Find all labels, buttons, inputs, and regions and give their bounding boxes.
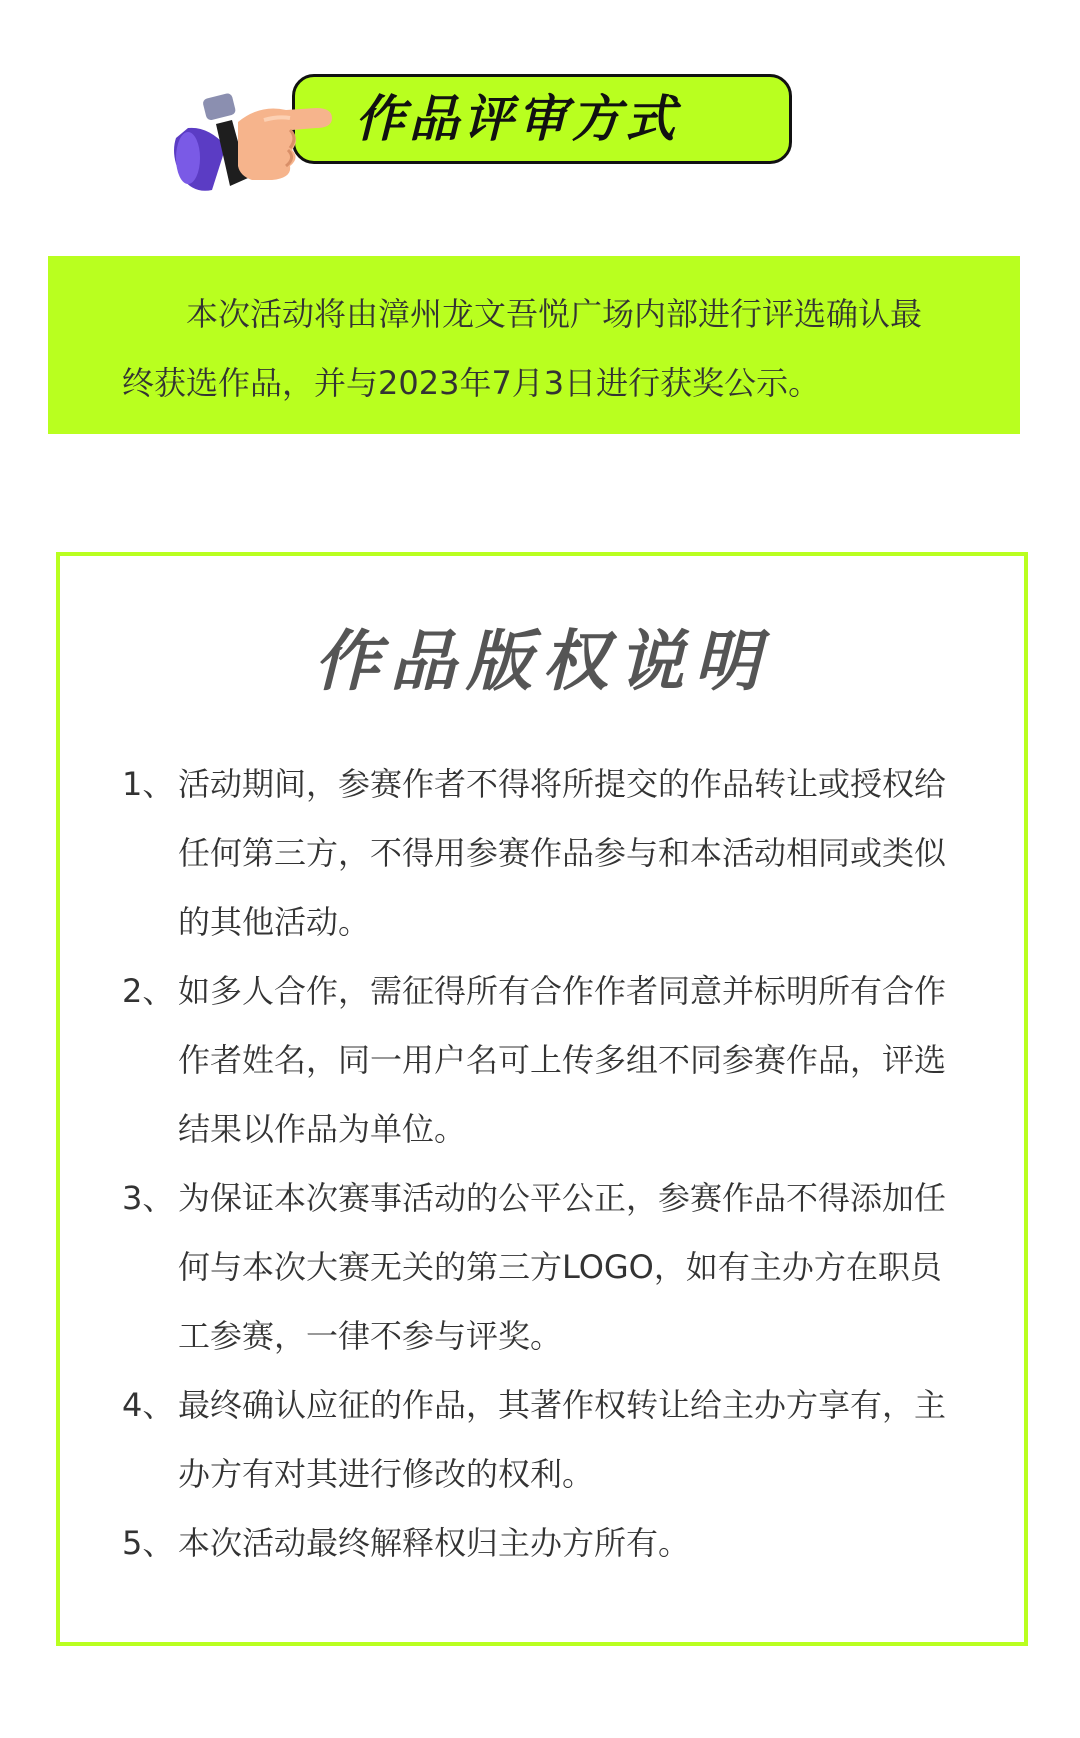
list-item-text: 活动期间，参赛作者不得将所提交的作品转让或授权给任何第三方，不得用参赛作品参与和本活动相同或类似的其他活动。 xyxy=(178,765,947,941)
list-item-text: 最终确认应征的作品，其著作权转让给主办方享有，主办方有对其进行修改的权利。 xyxy=(178,1386,947,1493)
review-notice-text: 本次活动将由漳州龙文吾悦广场内部进行评选确认最终获选作品，并与2023年7月3日进行获奖公示。 xyxy=(122,295,923,402)
list-item-text: 本次活动最终解释权归主办方所有。 xyxy=(178,1524,691,1562)
list-item xyxy=(122,1509,964,1578)
copyright-terms-list xyxy=(122,750,964,1578)
list-item-number: 4、 xyxy=(122,1386,175,1424)
section-title-badge xyxy=(292,74,792,164)
copyright-section xyxy=(56,552,1028,1646)
list-item-number: 1、 xyxy=(122,765,175,803)
pointing-hand-icon xyxy=(168,86,338,202)
list-item xyxy=(122,1164,964,1371)
list-item-text: 如多人合作，需征得所有合作作者同意并标明所有合作作者姓名，同一用户名可上传多组不同参赛作品，评选结果以作品为单位。 xyxy=(178,972,947,1148)
list-item-text: 为保证本次赛事活动的公平公正，参赛作品不得添加任何与本次大赛无关的第三方LOGO，如有主办方在职员工参赛，一律不参与评奖。 xyxy=(178,1179,947,1355)
copyright-title: 作品版权说明 xyxy=(314,623,770,700)
list-item xyxy=(122,957,964,1164)
list-item xyxy=(122,750,964,957)
list-item xyxy=(122,1371,964,1509)
list-item-number: 3、 xyxy=(122,1179,175,1217)
review-notice-banner xyxy=(48,256,1020,434)
section-title: 作品评审方式 xyxy=(355,90,679,148)
list-item-number: 5、 xyxy=(122,1524,175,1562)
list-item-number: 2、 xyxy=(122,972,175,1010)
